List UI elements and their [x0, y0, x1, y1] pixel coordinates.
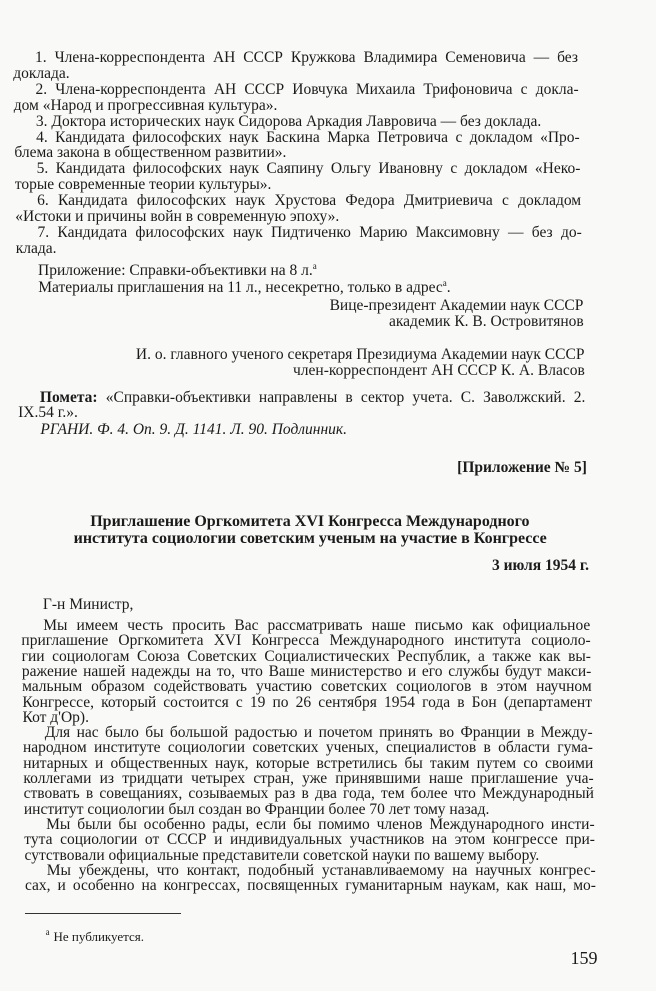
text: клада. — [15, 239, 57, 257]
text: академик К. В. Островитянов — [389, 313, 584, 330]
document-title — [74, 530, 547, 548]
text: Мы были бы особенно рады, если бы помимо членов Международного инсти- — [46, 815, 595, 833]
text: 6. Кандидата философских наук Хрустова Федора Дмитриевича с докладом — [37, 192, 582, 210]
note-line — [40, 389, 585, 407]
text: института социологии советским ученым на участие в Конгрессе — [73, 530, 547, 547]
footnote-marker: а — [442, 278, 447, 288]
text: институт социологии был создан во Франции более 70 лет тому назад. — [23, 800, 490, 818]
text: И. о. главного ученого секретаря Президиума Академии наук СССР — [135, 346, 585, 363]
attachment-line — [38, 257, 317, 279]
text: дом «Народ и прогрессивная культура». — [13, 96, 278, 114]
text: 7. Кандидата философских наук Пидтиченко Марию Максимовну — без до- — [37, 223, 582, 241]
text: Мы убеждены, что контакт, подобный устанавливаемому на научных конгрес- — [46, 861, 596, 879]
text: гии социологам Союза Советских Социалистических Республик, а также как вы- — [21, 647, 591, 665]
text: Для нас было бы большой радостью и почетом принять во Франции в Между- — [44, 724, 593, 742]
list-item-line — [16, 240, 57, 258]
text: 5. Кандидата философских наук Саяпину Ольгу Ивановну с докладом «Неко- — [36, 160, 581, 178]
archive-source — [40, 421, 347, 439]
text: [Приложение № 5] — [457, 459, 587, 476]
text: ствовать в совещаниях, созываемых раз в два года, тем более что Международный — [23, 785, 594, 803]
footnote-marker: а — [312, 261, 317, 271]
text: коллегами из тридцати четырех стран, уже принявшими наше приглашение уча- — [23, 770, 594, 787]
text: 1. Члена-корреспондента АН СССР Кружкова Владимира Семеновича — без — [35, 49, 578, 66]
text: Приложение: Справки-объективки на 8 л. — [38, 262, 313, 279]
text: доклада. — [13, 64, 70, 82]
text: мальным образом содействовать участию советских социологов в этом научном — [22, 678, 592, 696]
list-item-line — [38, 224, 582, 242]
text: IX.54 г.». — [18, 404, 78, 421]
signature-name — [389, 313, 584, 331]
signature-name — [293, 362, 585, 380]
appendix-label — [457, 459, 587, 477]
text: Мы имеем честь просить Вас рассматривать наше письмо как официальное — [43, 617, 591, 634]
text: Конгрессе, который состоится с 19 по 26 сентября 1954 года в Бон (департамент — [22, 693, 592, 711]
text: Материалы приглашения на 11 л., несекретно, только в адрес — [38, 279, 443, 296]
text: Помета: — [39, 389, 98, 406]
text: блема закона в общественном развитии». — [14, 144, 287, 162]
text: Приглашение Оргкомитета XVI Конгресса Международного — [90, 513, 530, 530]
text: . — [446, 279, 451, 296]
text: 2. Члена-корреспондента АН СССР Иовчука Михаила Трифоновича с докла- — [35, 80, 579, 98]
text: 159 — [570, 948, 598, 968]
document-date — [492, 557, 589, 575]
list-item-line — [35, 49, 578, 67]
text: Кот д'Ор). — [22, 708, 89, 726]
salutation — [43, 596, 133, 614]
footnote-marker: а — [45, 927, 50, 937]
text: народном институте социологии советских ученых, специалистов в области гума- — [22, 739, 593, 757]
text: тута социологии от СССР и индивидуальных участников на этом конгрессе при- — [24, 831, 595, 849]
paragraph-line — [22, 694, 592, 712]
text: РГАНИ. Ф. 4. Оп. 9. Д. 1141. Л. 90. Подлинник. — [40, 421, 348, 438]
text — [98, 389, 106, 406]
page-number — [571, 949, 598, 967]
note-line — [18, 404, 78, 422]
text: член-корреспондент АН СССР К. А. Власов — [293, 362, 585, 379]
text: Вице-президент Академии наук СССР — [329, 297, 584, 314]
text: сах, и особенно на конгрессах, посвященных гуманитарным наукам, как наш, мо- — [24, 877, 596, 895]
document-title — [90, 513, 529, 531]
text: 4. Кандидата философских наук Баскина Марка Петровича с докладом «Про- — [36, 128, 580, 146]
text: «Справки-объективки направлены в сектор учета. С. Заволжский. 2. — [105, 389, 586, 406]
text: ражение нашей надежды на то, что Ваше министерство и его службы будут макси- — [21, 662, 592, 680]
text: 3. Доктора исторических наук Сидорова Аркадия Лавровича — без доклада. — [35, 112, 542, 130]
paragraph-line — [25, 877, 596, 895]
text: приглашение Оргкомитета XVI Конгресса Международного института социоло- — [21, 632, 591, 650]
text: «Истоки и причины войн в современную эпоху». — [15, 208, 340, 225]
materials-line — [38, 274, 451, 296]
text: Г-н Министр, — [42, 596, 134, 613]
text: нитарных и общественных наук, которые встретились бы таким путем со своими — [23, 754, 594, 772]
text: торые современные теории культуры». — [14, 176, 272, 194]
footnote-divider — [25, 913, 181, 914]
text: сутствовали официальные представители советской науки по вашему выбору. — [24, 846, 540, 864]
text: 3 июля 1954 г. — [492, 557, 590, 574]
text: Не публикуется. — [53, 929, 144, 944]
footnote — [45, 923, 144, 944]
